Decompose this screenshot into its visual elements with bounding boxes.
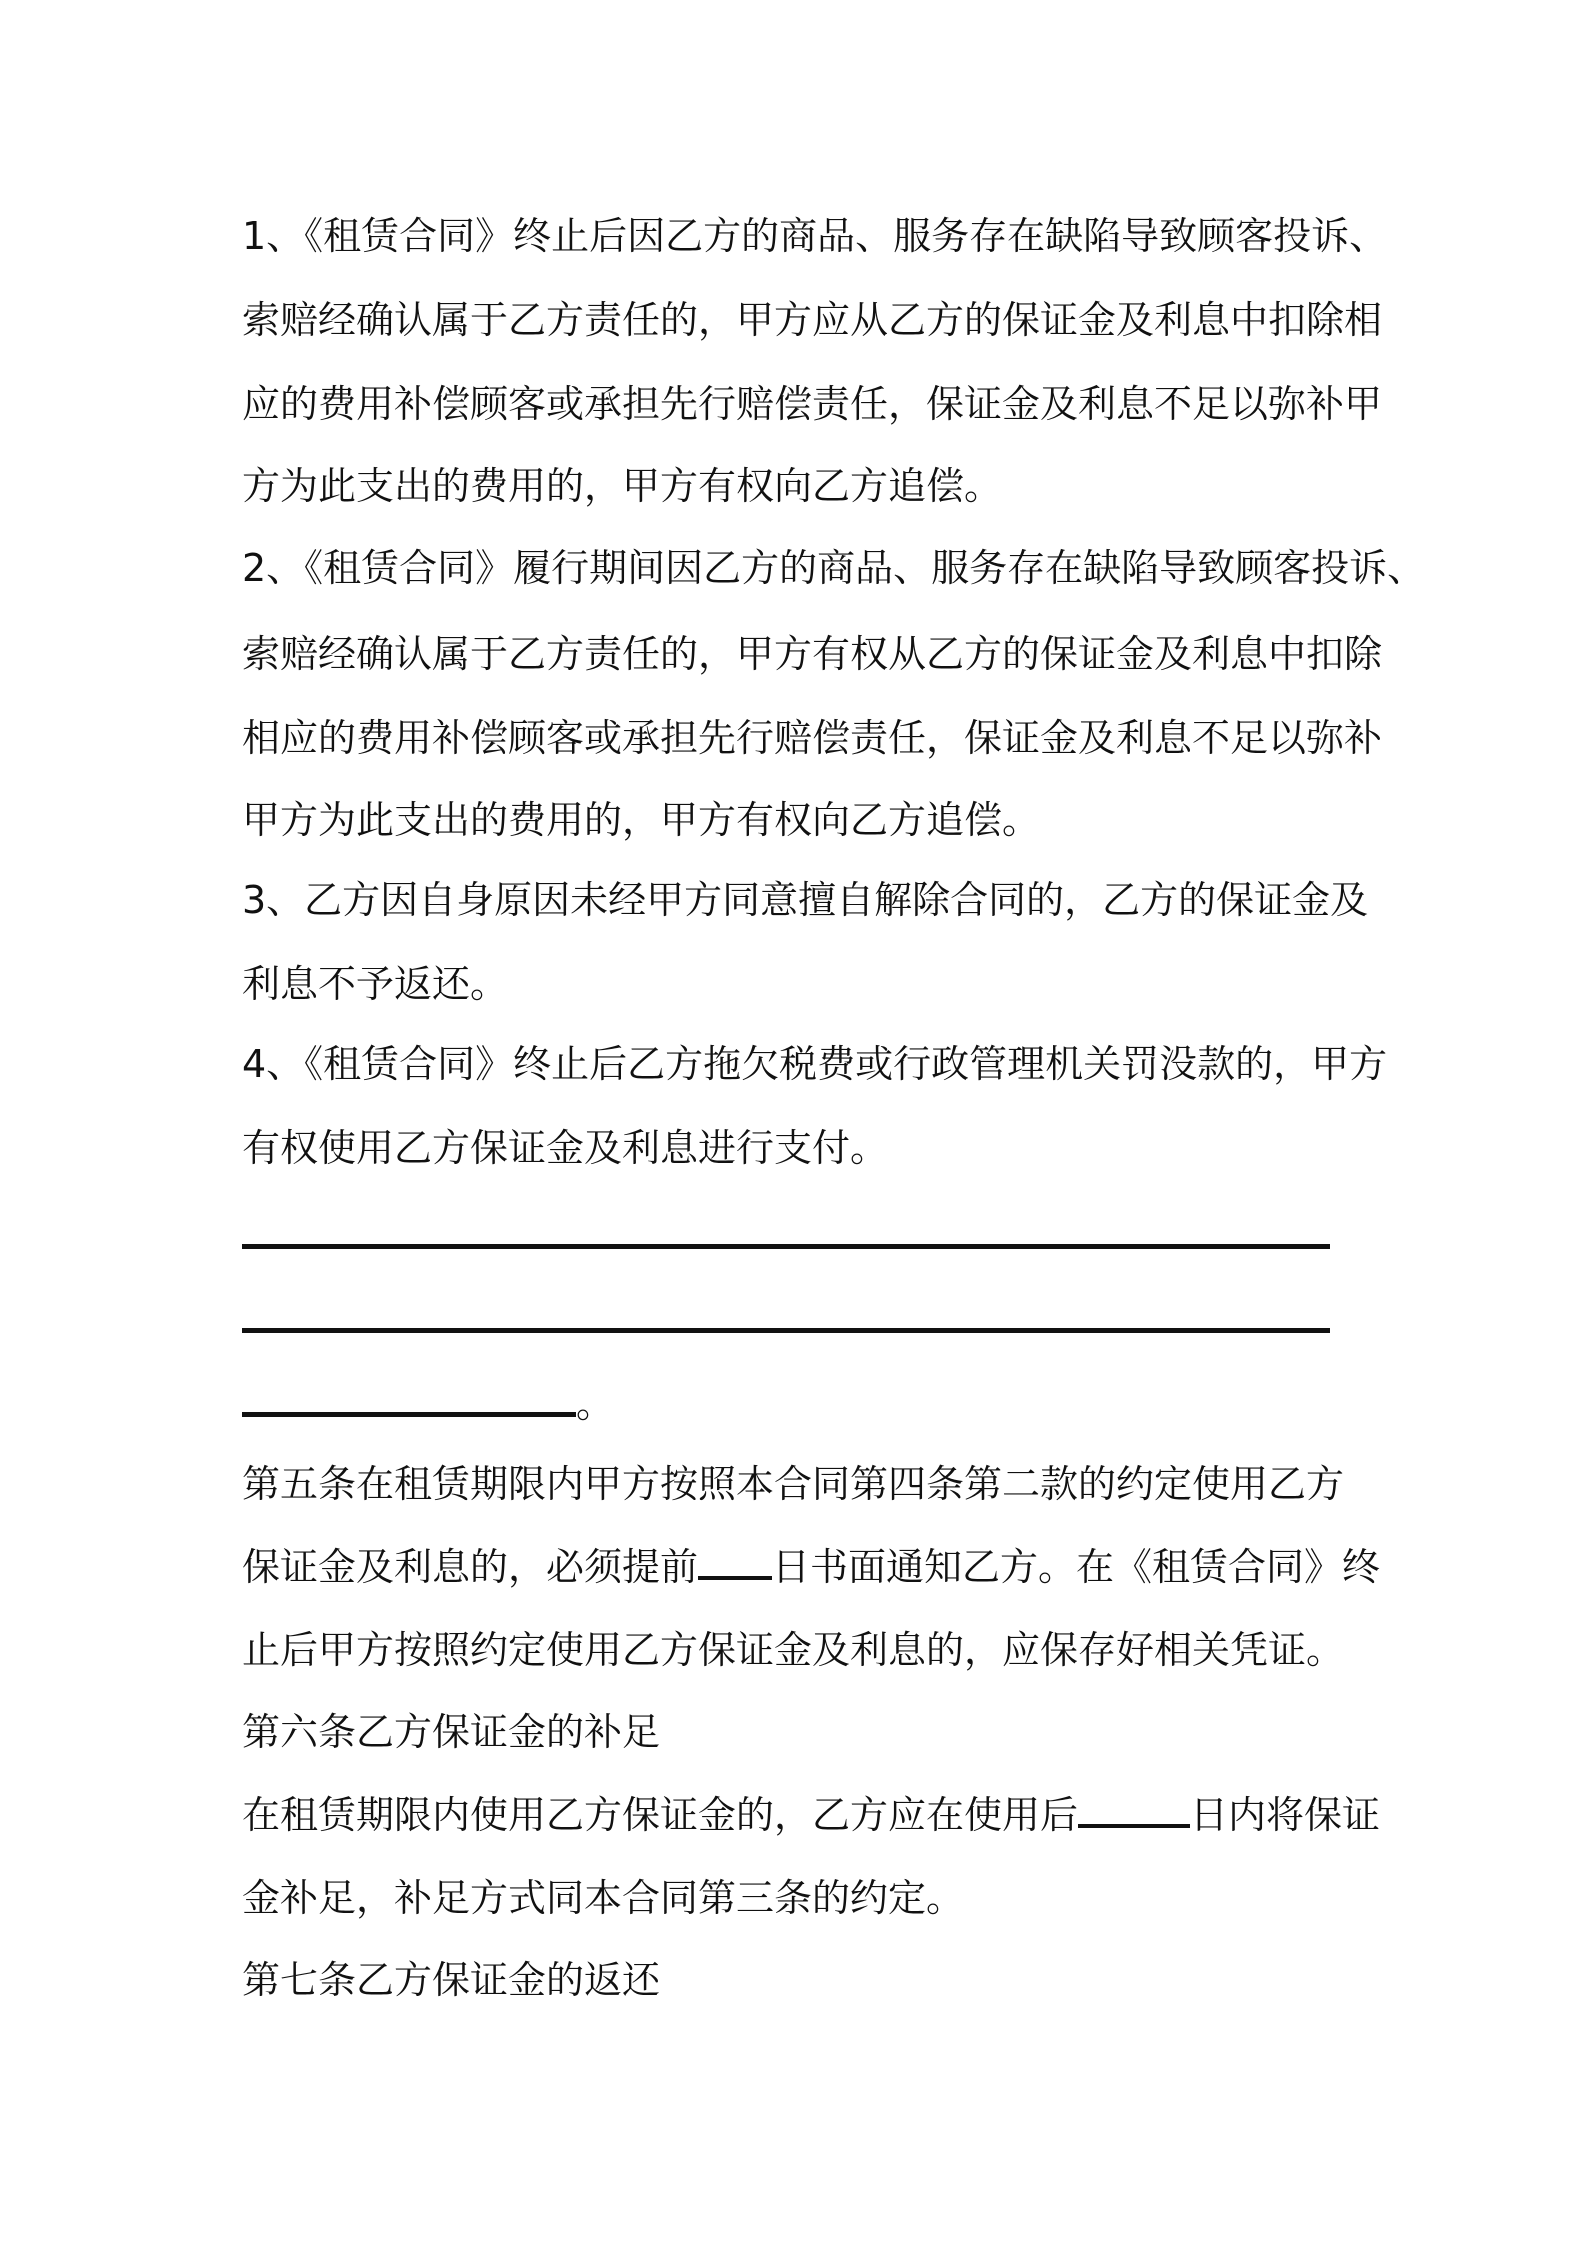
article5-line2-end: 日书面通知乙方。在《租赁合同》终 bbox=[772, 1545, 1381, 1589]
item2-line1: 2、《租赁合同》履行期间因乙方的商品、服务存在缺陷导致顾客投诉、 bbox=[242, 546, 1426, 590]
article5-line2 bbox=[242, 1542, 1380, 1591]
article6-line1 bbox=[242, 1790, 1380, 1839]
item1-line1: 1、《租赁合同》终止后因乙方的商品、服务存在缺陷导致顾客投诉、 bbox=[242, 214, 1388, 258]
item2-line3: 相应的费用补偿顾客或承担先行赔偿责任，保证金及利息不足以弥补 bbox=[242, 716, 1383, 760]
item3-line2: 利息不予返还。 bbox=[242, 962, 509, 1006]
article5-line1: 第五条在租赁期限内甲方按照本合同第四条第二款的约定使用乙方 bbox=[242, 1462, 1345, 1506]
replenish-days-blank bbox=[1078, 1790, 1190, 1828]
article6-line1-end: 日内将保证 bbox=[1190, 1793, 1381, 1837]
blank-end-period: 。 bbox=[576, 1382, 615, 1426]
item2-line2: 索赔经确认属于乙方责任的，甲方有权从乙方的保证金及利息中扣除 bbox=[242, 632, 1383, 676]
item1-line3: 应的费用补偿顾客或承担先行赔偿责任，保证金及利息不足以弥补甲 bbox=[242, 382, 1383, 426]
article7-heading: 第七条乙方保证金的返还 bbox=[242, 1958, 661, 2002]
item1-line2: 索赔经确认属于乙方责任的，甲方应从乙方的保证金及利息中扣除相 bbox=[242, 298, 1383, 342]
blank-rule-1 bbox=[242, 1244, 1330, 1249]
notice-days-blank bbox=[698, 1542, 772, 1580]
item2-line4: 甲方为此支出的费用的，甲方有权向乙方追偿。 bbox=[242, 798, 1041, 842]
item4-line2: 有权使用乙方保证金及利息进行支付。 bbox=[242, 1126, 889, 1170]
article6-heading: 第六条乙方保证金的补足 bbox=[242, 1710, 661, 1754]
item3-line1: 3、乙方因自身原因未经甲方同意擅自解除合同的，乙方的保证金及 bbox=[242, 878, 1369, 922]
article6-line1-start: 在租赁期限内使用乙方保证金的，乙方应在使用后 bbox=[242, 1793, 1079, 1837]
blank-rule-3 bbox=[242, 1412, 576, 1417]
article6-line2: 金补足，补足方式同本合同第三条的约定。 bbox=[242, 1876, 965, 1920]
article5-line2-start: 保证金及利息的，必须提前 bbox=[242, 1545, 699, 1589]
blank-rule-2 bbox=[242, 1328, 1330, 1333]
item4-line1: 4、《租赁合同》终止后乙方拖欠税费或行政管理机关罚没款的，甲方 bbox=[242, 1042, 1388, 1086]
article5-line3: 止后甲方按照约定使用乙方保证金及利息的，应保存好相关凭证。 bbox=[242, 1628, 1345, 1672]
item1-line4: 方为此支出的费用的，甲方有权向乙方追偿。 bbox=[242, 464, 1003, 508]
